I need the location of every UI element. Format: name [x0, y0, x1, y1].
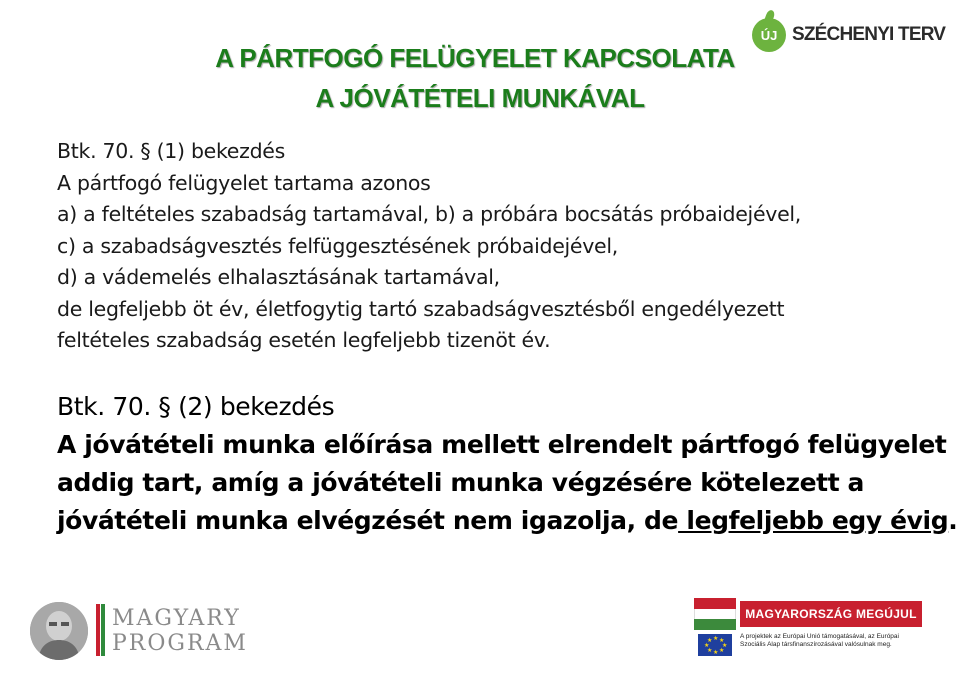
section-2-bold-line: A jóvátételi munka előírása mellett elrendelt pártfogó felügyelet — [57, 430, 947, 459]
section-2-bold-line: addig tart, amíg a jóvátételi munka végzésére kötelezett a — [57, 468, 865, 497]
section-1-line: feltételes szabadság esetén legfeljebb tizenöt év. — [57, 328, 551, 352]
section-2-suffix: . — [948, 506, 958, 535]
magyary-word: MAGYARY — [112, 606, 241, 631]
page-title-line-1: A PÁRTFOGÓ FELÜGYELET KAPCSOLATA — [215, 43, 735, 73]
section-2-heading: Btk. 70. § (2) bekezdés — [57, 392, 335, 421]
magyarorszag-megujul-logo — [694, 596, 922, 660]
megujul-banner: MAGYARORSZÁG MEGÚJUL — [740, 601, 922, 627]
section-2-bold-line-last — [57, 502, 958, 540]
section-1-line: A pártfogó felügyelet tartama azonos — [57, 170, 431, 195]
red-stripe — [96, 604, 100, 656]
section-1-line: c) a szabadságvesztés felfüggesztésének próbaidejével, — [57, 233, 618, 258]
hungarian-flag-icon — [694, 598, 736, 630]
program-word: PROGRAM — [112, 631, 248, 656]
section-1-line: d) a vádemelés elhalasztásának tartamával, — [57, 265, 500, 289]
magyary-program-logo — [30, 600, 260, 664]
section-1 — [57, 136, 937, 357]
section-1-line: de legfeljebb öt év, életfogytig tartó szabadságvesztésből engedélyezett — [57, 296, 785, 321]
green-stripe — [101, 604, 105, 656]
portrait-icon — [30, 602, 88, 660]
page-title-line-2: A JÓVÁTÉTELI MUNKÁVAL — [315, 83, 645, 113]
section-2-bold-prefix: jóvátételi munka elvégzését nem igazolja, de — [57, 506, 679, 535]
eu-flag-icon: ★ ★ ★ ★ ★ ★ ★ ★ — [698, 634, 732, 656]
section-2-underlined: legfeljebb egy évig — [678, 506, 949, 535]
eu-funding-text: A projektek az Európai Unió támogatásával, az Európai Szociális Alap társfinanszírozásával valósulnak meg. — [740, 633, 899, 648]
section-1-line: a) a feltételes szabadság tartamával, b) a próbára bocsátás próbaidejével, — [57, 202, 802, 226]
szechenyi-terv-name: SZÉCHENYI TERV — [792, 24, 946, 45]
uj-badge: ÚJ — [752, 18, 786, 52]
szechenyi-terv-logo — [752, 10, 952, 65]
section-1-line: Btk. 70. § (1) bekezdés — [57, 139, 285, 163]
section-2 — [57, 388, 958, 540]
